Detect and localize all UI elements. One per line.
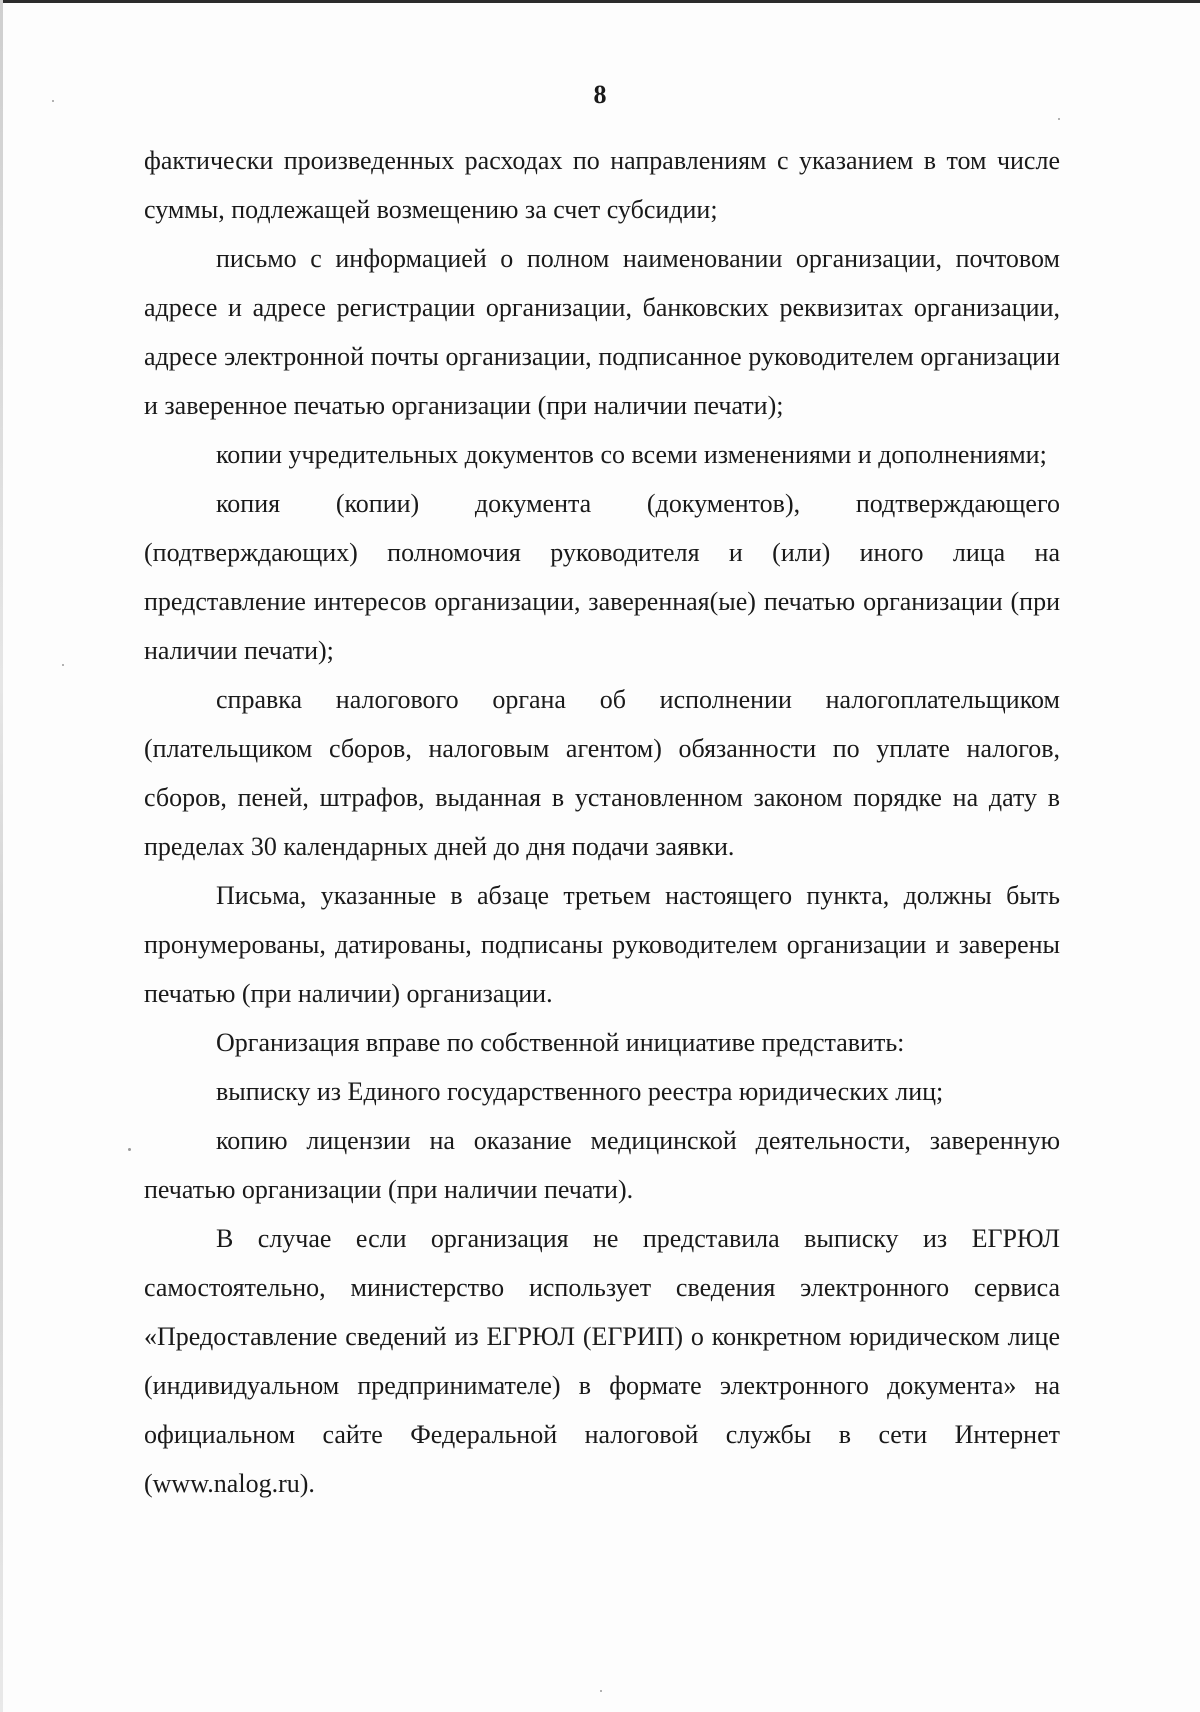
- scan-speck: [62, 664, 64, 666]
- paragraph-egrul-service: В случае если организация не представила выписку из ЕГРЮЛ самостоятельно, министерство использует сведения электронного сервиса «Предоставление сведений из ЕГРЮЛ (ЕГРИП) о конкретном юридическом лице (индивидуальном предпринимателе) в формате электронного документа» на официальном сайте Федеральной налоговой службы в сети Интернет (www.nalog.ru).: [144, 1224, 1060, 1498]
- paragraph-expenses-continuation: фактически произведенных расходах по направлениям с указанием в том числе суммы, подлежащей возмещению за счет субсидии;: [144, 146, 1060, 224]
- scan-speck: [128, 1148, 131, 1151]
- scan-left-edge: [0, 0, 3, 1712]
- paragraph-authority-documents: копия (копии) документа (документов), подтверждающего (подтверждающих) полномочия руководителя и (или) иного лица на представление интересов организации, заверенная(ые) печатью организации (при наличии печати);: [144, 489, 1060, 665]
- scan-speck: [600, 1690, 602, 1692]
- paragraph-license-copy: копию лицензии на оказание медицинской деятельности, заверенную печатью организации (при наличии печати).: [144, 1126, 1060, 1204]
- page-number: 8: [593, 80, 607, 109]
- scan-speck: [1058, 118, 1060, 120]
- scan-speck: [52, 100, 54, 102]
- document-body: [144, 136, 1060, 1508]
- paragraph-founding-documents: копии учредительных документов со всеми изменениями и дополнениями;: [216, 440, 1047, 469]
- scan-top-edge: [0, 0, 1200, 3]
- paragraph-organization-letter: письмо с информацией о полном наименовании организации, почтовом адресе и адресе регистрации организации, банковских реквизитах организации, адресе электронной почты организации, подписанное руководителем организации и заверенное печатью организации (при наличии печати);: [144, 244, 1060, 420]
- paragraph-optional-documents: Организация вправе по собственной инициативе представить:: [216, 1028, 905, 1057]
- paragraph-egrul-extract: выписку из Единого государственного реестра юридических лиц;: [216, 1077, 944, 1106]
- paragraph-letters-requirements: Письма, указанные в абзаце третьем настоящего пункта, должны быть пронумерованы, датированы, подписаны руководителем организации и заверены печатью (при наличии) организации.: [144, 881, 1060, 1008]
- paragraph-tax-certificate: справка налогового органа об исполнении налогоплательщиком (плательщиком сборов, налоговым агентом) обязанности по уплате налогов, сборов, пеней, штрафов, выданная в установленном законом порядке на дату в пределах 30 календарных дней до дня подачи заявки.: [144, 685, 1060, 861]
